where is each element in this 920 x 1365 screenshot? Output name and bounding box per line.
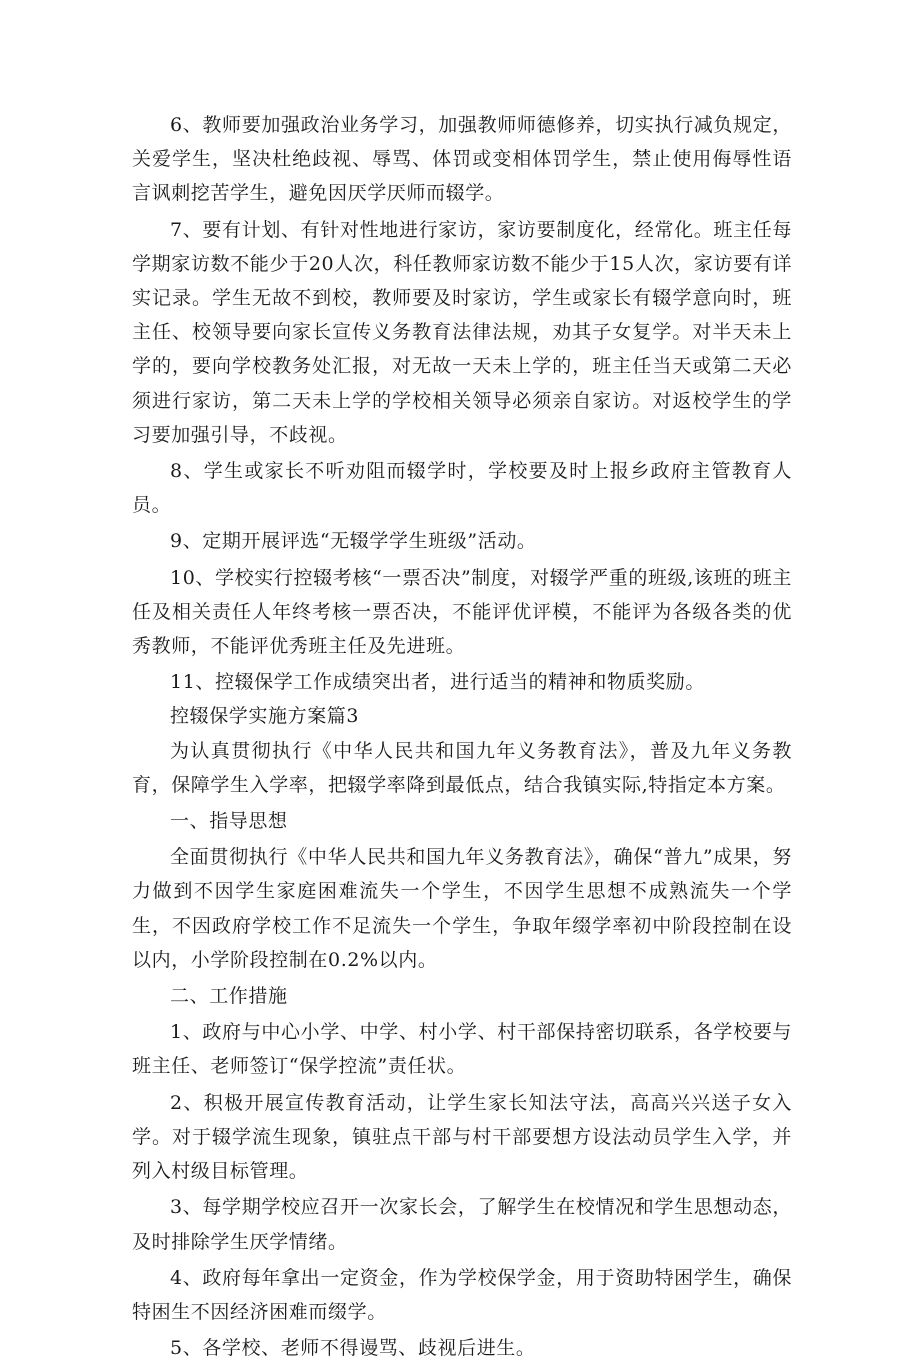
measure-item-2: 2、积极开展宣传教育活动，让学生家长知法守法，高高兴兴送子女入学。对于辍学流生现象，镇驻点干部与村干部要想方设法动员学生入学，并列入村级目标管理。 [132,1091,792,1183]
measure-item-3: 3、每学期学校应召开一次家长会，了解学生在校情况和学生思想动态，及时排除学生厌学情绪。 [132,1196,792,1253]
section-heading-work-measures: 二、工作措施 [170,985,288,1008]
guiding-ideology-paragraph: 全面贯彻执行《中华人民共和国九年义务教育法》，确保“普九”成果，努力做到不因学生家庭困难流失一个学生，不因学生思想不成熟流失一个学生，不因政府学校工作不足流失一个学生，争取年缀学率初中阶段控制在设以内，小学阶段控制在0.2%以内。 [132,846,792,971]
paragraph-item-10: 10、学校实行控辍考核“一票否决”制度，对辍学严重的班级,该班的班主任及相关责任人年终考核一票否决，不能评优评模，不能评为各级各类的优秀教师，不能评优秀班主任及先进班。 [132,566,792,658]
measure-item-1: 1、政府与中心小学、中学、村小学、村干部保持密切联系，各学校要与班主任、老师签订“保学控流”责任状。 [132,1021,792,1078]
paragraph-item-11: 11、控辍保学工作成绩突出者，进行适当的精神和物质奖励。 [170,671,705,694]
measure-item-5: 5、各学校、老师不得谩骂、歧视后进生。 [170,1337,536,1360]
measure-item-4: 4、政府每年拿出一定资金，作为学校保学金，用于资助特困学生，确保特困生不因经济困难而缀学。 [132,1266,792,1323]
paragraph-item-6: 6、教师要加强政治业务学习，加强教师师德修养，切实执行减负规定，关爱学生，坚决杜绝歧视、辱骂、体罚或变相体罚学生，禁止使用侮辱性语言讽刺挖苦学生，避免因厌学厌师而辍学。 [132,114,792,205]
section-heading-part3: 控辍保学实施方案篇3 [170,705,360,728]
paragraph-item-9: 9、定期开展评选“无辍学学生班级”活动。 [170,530,537,553]
document-body [132,108,792,1365]
paragraph-item-7: 7、要有计划、有针对性地进行家访，家访要制度化，经常化。班主任每学期家访数不能少于20人次，科任教师家访数不能少于15人次，家访要有详实记录。学生无故不到校，教师要及时家访，学生或家长有辍学意向时，班主任、校领导要向家长宣传义务教育法律法规，劝其子女复学。对半天未上学的，要向学校教务处汇报，对无故一天未上学的，班主任当天或第二天必须进行家访，第二天未上学的学校相关领导必须亲自家访。对返校学生的学习要加强引导，不歧视。 [132,218,792,446]
section-heading-guiding-ideology: 一、指导思想 [170,810,288,833]
paragraph-item-8: 8、学生或家长不听劝阻而辍学时，学校要及时上报乡政府主管教育人员。 [132,460,792,517]
intro-paragraph: 为认真贯彻执行《中华人民共和国九年义务教育法》，普及九年义务教育，保障学生入学率，把辍学率降到最低点，结合我镇实际,特指定本方案。 [132,739,792,796]
